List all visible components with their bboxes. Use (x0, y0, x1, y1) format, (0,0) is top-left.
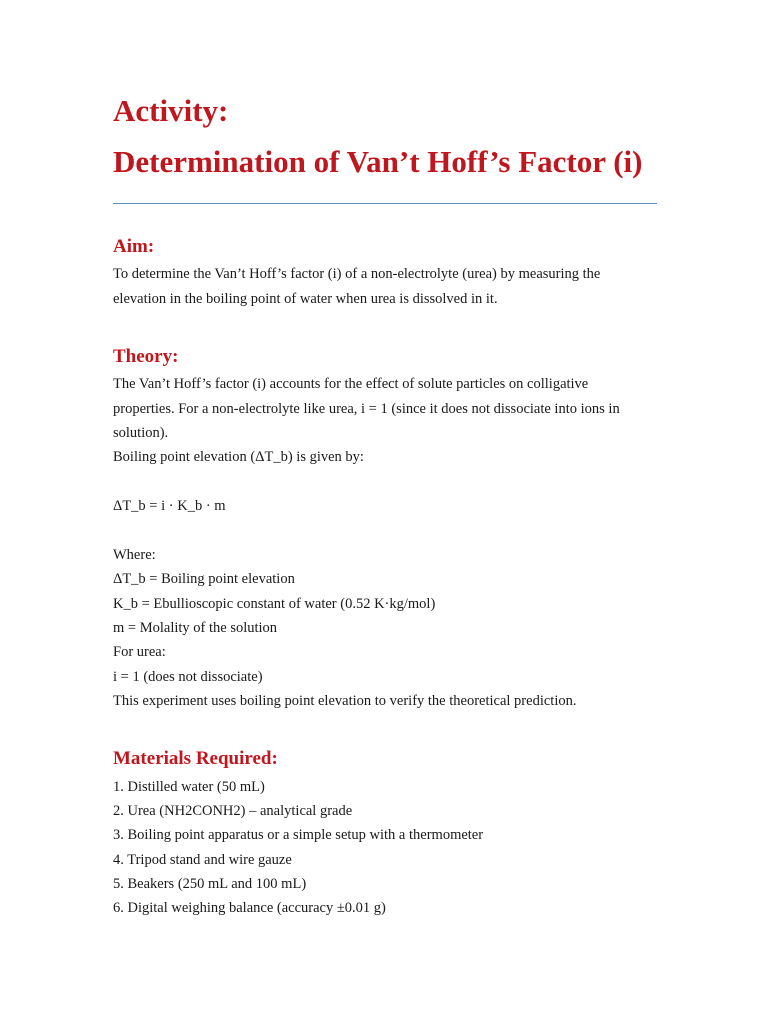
title-main: Determination of Van’t Hoff’s Factor (i) (113, 144, 643, 179)
list-item: 4. Tripod stand and wire gauze (113, 852, 292, 868)
theory-line: The Van’t Hoff’s factor (i) accounts for the effect of solute particles on colligative (113, 376, 589, 392)
theory-line: properties. For a non-electrolyte like urea, i = 1 (since it does not dissociate into ions in (113, 401, 620, 417)
theory-heading: Theory: (113, 346, 179, 367)
theory-line: i = 1 (does not dissociate) (113, 669, 263, 685)
list-item: 2. Urea (NH2CONH2) – analytical grade (113, 803, 353, 819)
aim-heading: Aim: (113, 236, 155, 257)
theory-line: ΔT_b = Boiling point elevation (113, 571, 295, 587)
theory-line: m = Molality of the solution (113, 620, 278, 636)
formula-line: ΔT_b = i · K_b · m (113, 498, 226, 514)
list-item: 6. Digital weighing balance (accuracy ±0.01 g) (113, 900, 386, 916)
list-item: 5. Beakers (250 mL and 100 mL) (113, 876, 307, 892)
theory-line: solution). (113, 425, 169, 441)
aim-line: elevation in the boiling point of water when urea is dissolved in it. (113, 291, 498, 307)
list-item: 1. Distilled water (50 mL) (113, 779, 265, 795)
theory-line: This experiment uses boiling point elevation to verify the theoretical prediction. (113, 693, 577, 709)
theory-line: For urea: (113, 644, 166, 660)
theory-line: Where: (113, 547, 156, 563)
title-activity: Activity: (113, 93, 229, 128)
theory-line: K_b = Ebullioscopic constant of water (0.52 K·kg/mol) (113, 596, 436, 612)
aim-line: To determine the Van’t Hoff’s factor (i) of a non-electrolyte (urea) by measuring the (113, 266, 601, 282)
theory-line: Boiling point elevation (ΔT_b) is given by: (113, 449, 364, 465)
materials-heading: Materials Required: (113, 748, 278, 769)
list-item: 3. Boiling point apparatus or a simple setup with a thermometer (113, 827, 484, 843)
title-divider (113, 203, 657, 204)
